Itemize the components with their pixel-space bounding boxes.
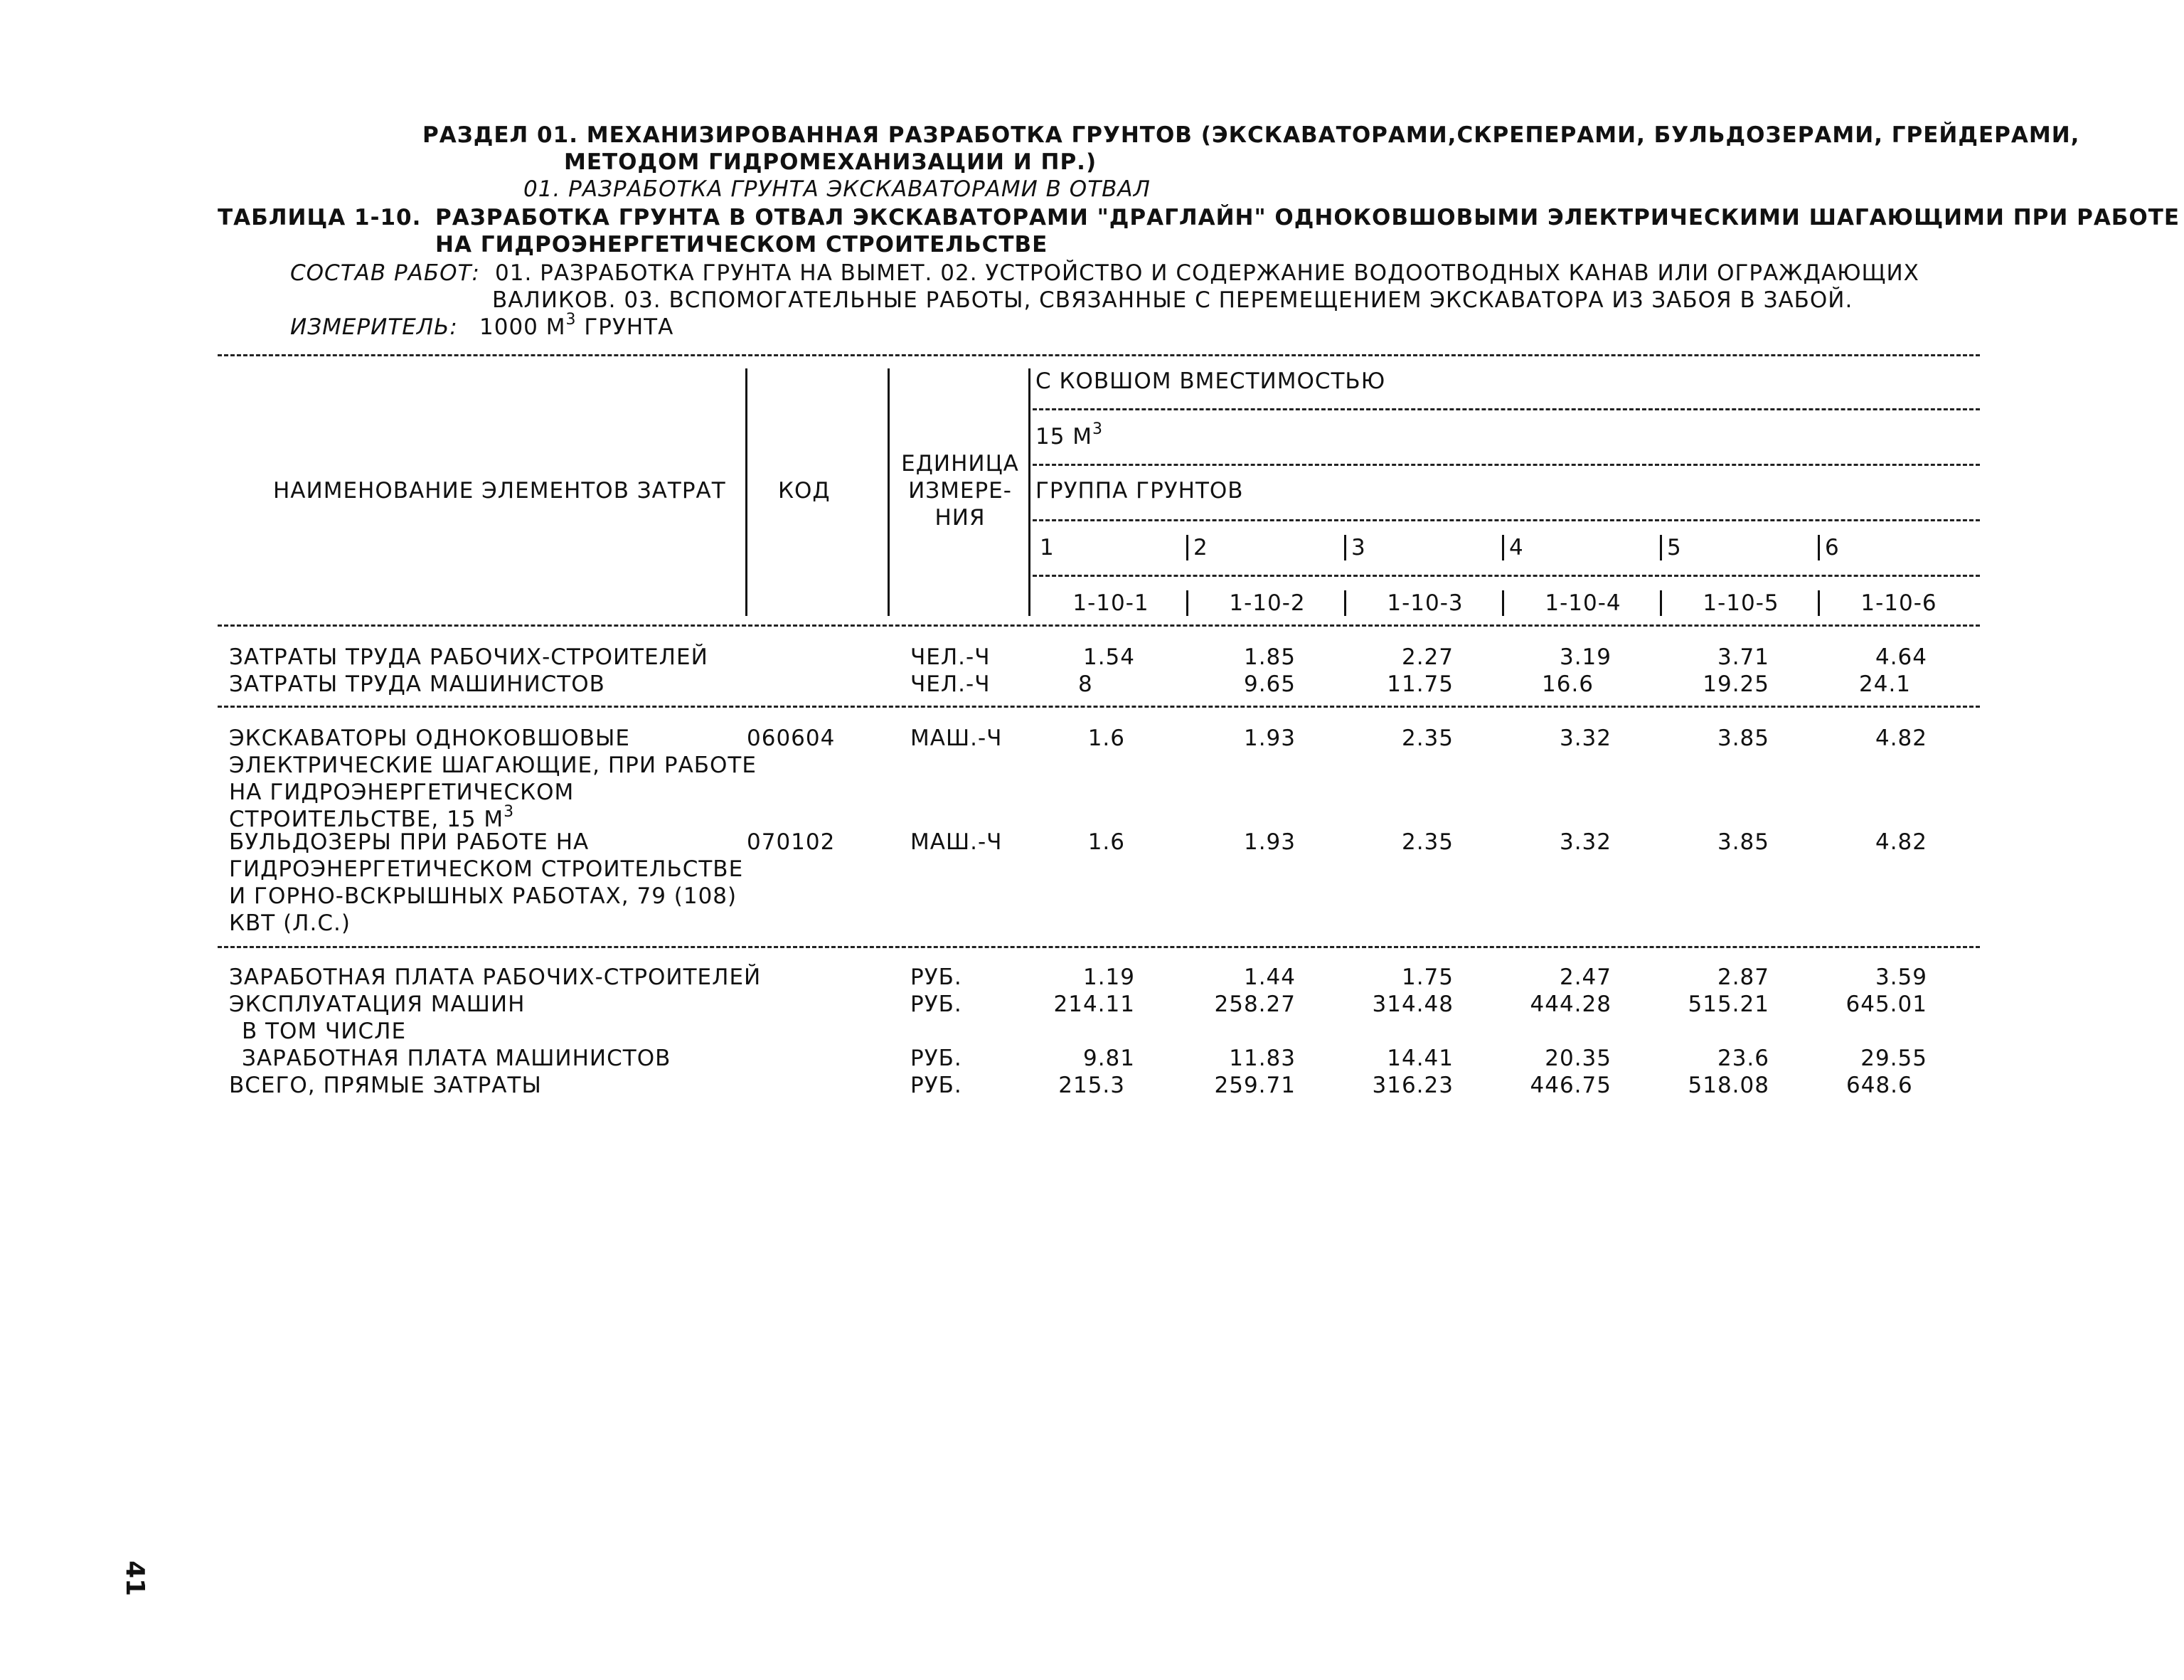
bucket-caption: С КОВШОМ ВМЕСТИМОСТЬЮ [1035,368,1386,394]
group-number: 4 [1509,535,1524,560]
row-value: 3.85 [1717,829,1769,855]
row-name: ЭЛЕКТРИЧЕСКИЕ ШАГАЮЩИЕ, ПРИ РАБОТЕ [229,753,757,778]
row-value: 1.6 [1087,725,1125,751]
row-value: 1.93 [1243,829,1296,855]
header-unit-line-1: ЕДИНИЦА [901,451,1019,477]
table-top-rule [218,354,1980,356]
section-title-continued: МЕТОДОМ ГИДРОМЕХАНИЗАЦИИ И ПР.) [564,149,1097,175]
row-unit: РУБ. [910,991,962,1017]
rate-code: 1-10-6 [1860,590,1937,616]
row-name: БУЛЬДОЗЕРЫ ПРИ РАБОТЕ НА [229,829,590,855]
row-value: 3.59 [1875,964,1927,990]
code-divider [1186,590,1188,616]
group-number: 1 [1040,535,1055,560]
row-unit: ЧЕЛ.-Ч [910,644,991,670]
row-name: ЗАРАБОТНАЯ ПЛАТА РАБОЧИХ-СТРОИТЕЛЕЙ [229,964,762,990]
row-value: 23.6 [1717,1046,1769,1071]
row-name: КВТ (Л.С.) [229,910,351,936]
row-value: 1.54 [1082,644,1135,670]
row-name: ЗАТРАТЫ ТРУДА МАШИНИСТОВ [229,671,605,697]
row-name: ЭКСПЛУАТАЦИЯ МАШИН [229,991,526,1017]
row-unit: ЧЕЛ.-Ч [910,671,991,697]
row-name: ГИДРОЭНЕРГЕТИЧЕСКОМ СТРОИТЕЛЬСТВЕ [229,856,744,882]
row-value: 2.35 [1401,829,1454,855]
row-value: 29.55 [1860,1046,1927,1071]
row-code: 060604 [747,725,836,751]
header-rule [1033,408,1980,410]
rate-code: 1-10-2 [1229,590,1306,616]
row-value: 8 [1078,671,1093,697]
row-value: 11.83 [1229,1046,1296,1071]
row-value: 314.48 [1372,991,1454,1017]
group-divider [1818,535,1820,560]
row-value: 24.1 [1859,671,1912,697]
row-value: 4.64 [1875,644,1927,670]
row-value: 1.75 [1401,964,1454,990]
row-value: 2.27 [1401,644,1454,670]
work-composition-line-2: ВАЛИКОВ. 03. ВСПОМОГАТЕЛЬНЫЕ РАБОТЫ, СВЯЗАННЫЕ С ПЕРЕМЕЩЕНИЕМ ЭКСКАВАТОРА ИЗ ЗАБОЯ В ЗАБОЙ. [492,287,1853,313]
row-value: 444.28 [1530,991,1612,1017]
rate-code: 1-10-1 [1072,590,1149,616]
group-divider [1186,535,1188,560]
row-value: 2.87 [1717,964,1769,990]
bucket-size: 15 $М^3$ [1035,420,1104,450]
row-value: 4.82 [1875,725,1927,751]
meter-value: 1000 $М^3$ ГРУНТА [479,311,674,340]
row-unit: РУБ. [910,964,962,990]
header-unit-line-3: НИЯ [934,505,986,531]
header-rule [1033,575,1980,577]
section-title: РАЗДЕЛ 01. МЕХАНИЗИРОВАННАЯ РАЗРАБОТКА ГРУНТОВ (ЭКСКАВАТОРАМИ,СКРЕПЕРАМИ, БУЛЬДОЗЕРАМИ, ГРЕЙДЕРАМИ, [422,122,2080,148]
group-number: 3 [1351,535,1366,560]
row-value: 2.35 [1401,725,1454,751]
row-name: ЭКСКАВАТОРЫ ОДНОКОВШОВЫЕ [229,725,630,751]
row-value: 3.19 [1559,644,1612,670]
header-unit-line-2: ИЗМЕРЕ- [908,478,1012,504]
group-divider [1502,535,1504,560]
header-name-column: НАИМЕНОВАНИЕ ЭЛЕМЕНТОВ ЗАТРАТ [273,478,726,504]
row-value: 1.93 [1243,725,1296,751]
row-unit: РУБ. [910,1073,962,1098]
row-value: 515.21 [1688,991,1769,1017]
row-value: 258.27 [1214,991,1296,1017]
section-rule [218,706,1980,708]
group-divider [1660,535,1662,560]
row-value: 648.6 [1846,1073,1913,1098]
row-unit: РУБ. [910,1046,962,1071]
row-value: 214.11 [1053,991,1135,1017]
row-value: 3.32 [1559,725,1612,751]
row-value: 1.85 [1243,644,1296,670]
row-name: ЗАТРАТЫ ТРУДА РАБОЧИХ-СТРОИТЕЛЕЙ [229,644,708,670]
rate-code: 1-10-5 [1703,590,1779,616]
row-value: 4.82 [1875,829,1927,855]
row-value: 259.71 [1214,1073,1296,1098]
row-value: 3.85 [1717,725,1769,751]
header-rule [1033,519,1980,521]
row-value: 1.19 [1082,964,1135,990]
page-number: 41 [120,1561,149,1597]
row-unit: МАШ.-Ч [910,725,1003,751]
row-name: НА ГИДРОЭНЕРГЕТИЧЕСКОМ [229,780,575,805]
work-composition-line-1: 01. РАЗРАБОТКА ГРУНТА НА ВЫМЕТ. 02. УСТРОЙСТВО И СОДЕРЖАНИЕ ВОДООТВОДНЫХ КАНАВ ИЛИ ОГРАЖДАЮЩИХ [495,260,1919,286]
row-value: 3.71 [1717,644,1769,670]
group-number: 6 [1825,535,1840,560]
row-value: 20.35 [1545,1046,1612,1071]
column-divider [888,368,890,616]
table-header-bottom-rule [218,624,1980,627]
row-value: 518.08 [1688,1073,1769,1098]
row-value: 1.6 [1087,829,1125,855]
subsection-title: 01. РАЗРАБОТКА ГРУНТА ЭКСКАВАТОРАМИ В ОТВАЛ [523,176,1151,202]
row-name: ВСЕГО, ПРЯМЫЕ ЗАТРАТЫ [229,1073,542,1098]
table-title: РАЗРАБОТКА ГРУНТА В ОТВАЛ ЭКСКАВАТОРАМИ "ДРАГЛАЙН" ОДНОКОВШОВЫМИ ЭЛЕКТРИЧЕСКИМИ ШАГАЮЩИМИ ПРИ РАБОТЕ [435,205,2180,230]
group-divider [1344,535,1346,560]
row-unit: МАШ.-Ч [910,829,1003,855]
code-divider [1344,590,1346,616]
row-value: 215.3 [1058,1073,1125,1098]
group-number: 5 [1667,535,1682,560]
column-divider [1028,368,1030,616]
column-divider [745,368,747,616]
group-number: 2 [1193,535,1208,560]
code-divider [1818,590,1820,616]
rate-code: 1-10-3 [1387,590,1464,616]
row-value: 11.75 [1387,671,1454,697]
section-rule [218,946,1980,948]
row-value: 3.32 [1559,829,1612,855]
row-value: 1.44 [1243,964,1296,990]
work-composition-label: СОСТАВ РАБОТ: [290,260,480,286]
table-title-continued: НА ГИДРОЭНЕРГЕТИЧЕСКОМ СТРОИТЕЛЬСТВЕ [435,232,1048,257]
row-name: И ГОРНО-ВСКРЫШНЫХ РАБОТАХ, 79 (108) [229,883,737,909]
row-value: 16.6 [1542,671,1594,697]
row-value: 446.75 [1530,1073,1612,1098]
row-value: 19.25 [1703,671,1769,697]
code-divider [1660,590,1662,616]
row-value: 2.47 [1559,964,1612,990]
row-value: 9.65 [1243,671,1296,697]
row-code: 070102 [747,829,836,855]
row-value: 645.01 [1845,991,1927,1017]
row-name: В ТОМ ЧИСЛЕ [242,1019,407,1044]
row-name: СТРОИТЕЛЬСТВЕ, 15 $М^3$ [229,803,515,832]
row-value: 14.41 [1387,1046,1454,1071]
group-caption: ГРУППА ГРУНТОВ [1035,478,1244,504]
meter-label: ИЗМЕРИТЕЛЬ: [290,314,458,340]
header-rule [1033,464,1980,466]
table-label: ТАБЛИЦА 1-10. [218,205,422,230]
header-code-column: КОД [778,478,831,504]
rate-code: 1-10-4 [1545,590,1621,616]
row-value: 9.81 [1082,1046,1135,1071]
row-name: ЗАРАБОТНАЯ ПЛАТА МАШИНИСТОВ [242,1046,671,1071]
code-divider [1502,590,1504,616]
row-value: 316.23 [1372,1073,1454,1098]
